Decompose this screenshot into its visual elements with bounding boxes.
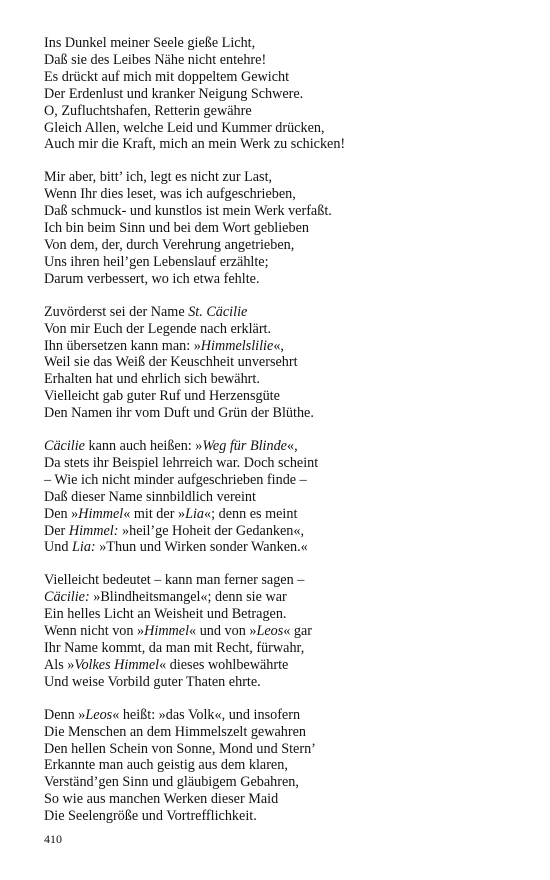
italic-text: St. Cäcilie [188, 303, 248, 320]
verse-line [44, 203, 524, 220]
text-run: Den Namen ihr vom Duft und Grün der Blüthe. [44, 405, 314, 422]
italic-text: Lia: [71, 539, 96, 556]
verse-line [44, 103, 524, 120]
verse-line [44, 808, 524, 825]
text-run: Darum verbessert, wo ich etwa fehlte. [44, 270, 260, 287]
text-run: Ihr Name kommt, da man mit Recht, fürwahr, [44, 640, 305, 656]
text-run: Ich bin beim Sinn und bei dem Wort geblieben [44, 220, 309, 237]
verse-line [44, 388, 524, 405]
verse-line [44, 321, 524, 338]
verse-line [44, 169, 524, 186]
italic-text: Weg für Blinde [202, 438, 287, 455]
text-run: « heißt: »das Volk«, und insofern [112, 706, 301, 723]
text-run: »Thun und Wirken sonder Wanken.« [95, 539, 308, 556]
verse-line [44, 489, 524, 506]
verse-line [44, 741, 524, 758]
text-run: kann auch heißen: » [84, 438, 203, 455]
verse-line [44, 338, 524, 355]
verse-line [44, 623, 524, 640]
text-run: Mir aber, bitt’ ich, legt es nicht zur Last, [44, 169, 273, 186]
text-run: Wenn nicht von » [44, 623, 145, 640]
text-run: Es drückt auf mich mit doppeltem Gewicht [44, 68, 290, 85]
verse-line [44, 186, 524, 203]
text-run: Vielleicht gab guter Ruf und Herzensgüte [44, 388, 280, 405]
stanza [44, 707, 524, 825]
verse-line [44, 724, 524, 741]
text-run: Die Menschen an dem Himmelszelt gewahren [44, 723, 306, 740]
text-run: Den hellen Schein von Sonne, Mond und Stern’ [44, 740, 316, 757]
poem-page [44, 35, 524, 841]
text-run: »Blindheitsmangel«; denn sie war [89, 589, 287, 606]
verse-line [44, 674, 524, 691]
italic-text: Cäcilie [44, 438, 85, 455]
verse-line [44, 707, 524, 724]
text-run: Als » [44, 656, 75, 673]
stanza [44, 572, 524, 690]
verse-line [44, 774, 524, 791]
text-run: Ein helles Licht an Weisheit und Betragen. [44, 606, 287, 623]
text-run: « gar [283, 623, 313, 640]
text-run: Ihn übersetzen kann man: » [44, 337, 201, 354]
stanza [44, 438, 524, 556]
verse-line [44, 506, 524, 523]
text-run: « dieses wohlbewährte [159, 656, 289, 673]
verse-line [44, 120, 524, 137]
verse-line [44, 254, 524, 271]
text-run: Wenn Ihr dies leset, was ich aufgeschrieben, [44, 186, 296, 203]
text-run: Und [44, 539, 72, 556]
italic-text: Himmel: [68, 522, 119, 539]
verse-line [44, 640, 524, 657]
verse-line [44, 371, 524, 388]
text-run: So wie aus manchen Werken dieser Maid [44, 791, 279, 808]
text-run: – Wie ich nicht minder aufgeschrieben finde – [44, 471, 307, 488]
italic-text: Himmel [144, 623, 190, 640]
text-run: Auch mir die Kraft, mich an mein Werk zu schicken! [44, 136, 346, 153]
text-run: Weil sie das Weiß der Keuschheit unversehrt [44, 354, 298, 371]
italic-text: Lia [185, 505, 205, 522]
verse-line [44, 86, 524, 103]
italic-text: Volkes Himmel [74, 656, 160, 673]
verse-line [44, 69, 524, 86]
text-run: Da stets ihr Beispiel lehrreich war. Doch scheint [44, 454, 319, 471]
text-run: Daß dieser Name sinnbildlich vereint [44, 488, 256, 505]
text-run: Erkannte man auch geistig aus dem klaren, [44, 757, 288, 774]
text-run: Der Erdenlust und kranker Neigung Schwere. [44, 85, 304, 102]
italic-text: Himmel [78, 505, 124, 522]
italic-text: Leos [256, 623, 284, 640]
text-run: Und weise Vorbild guter Thaten ehrte. [44, 673, 261, 690]
text-run: Ins Dunkel meiner Seele gieße Licht, [44, 35, 256, 51]
text-run: »heil’ge Hoheit der Gedanken«, [118, 522, 305, 539]
italic-text: Himmelslilie [200, 337, 274, 354]
verse-line [44, 438, 524, 455]
verse-line [44, 405, 524, 422]
text-run: Denn » [44, 706, 86, 723]
verse-line [44, 237, 524, 254]
verse-line [44, 271, 524, 288]
text-run: Den » [44, 505, 79, 522]
page-number: 410 [44, 832, 62, 846]
verse-line [44, 220, 524, 237]
text-run: Die Seelengröße und Vortrefflichkeit. [44, 808, 257, 825]
stanza [44, 169, 524, 287]
verse-line [44, 523, 524, 540]
verse-line [44, 757, 524, 774]
verse-line [44, 791, 524, 808]
text-run: O, Zufluchtshafen, Retterin gewähre [44, 102, 252, 119]
text-run: « und von » [189, 623, 257, 640]
verse-line [44, 657, 524, 674]
text-run: Vielleicht bedeutet – kann man ferner sagen – [44, 572, 305, 589]
verse-line [44, 354, 524, 371]
text-run: «; denn es meint [204, 505, 298, 522]
italic-text: Leos [85, 706, 113, 723]
verse-line [44, 572, 524, 589]
verse-line [44, 455, 524, 472]
text-run: Gleich Allen, welche Leid und Kummer drücken, [44, 119, 325, 136]
text-run: Von mir Euch der Legende nach erklärt. [44, 320, 272, 337]
text-run: Der [44, 522, 69, 539]
text-run: Von dem, der, durch Verehrung angetrieben, [44, 236, 295, 253]
verse-line [44, 539, 524, 556]
verse-line [44, 472, 524, 489]
stanza [44, 304, 524, 422]
italic-text: Cäcilie: [44, 589, 90, 606]
stanza [44, 35, 524, 153]
verse-line [44, 606, 524, 623]
verse-line [44, 52, 524, 69]
text-run: Daß sie des Leibes Nähe nicht entehre! [44, 51, 267, 68]
verse-line [44, 589, 524, 606]
verse-line [44, 136, 524, 153]
text-run: Uns ihren heil’gen Lebenslauf erzählte; [44, 253, 269, 270]
text-run: Zuvörderst sei der Name [44, 303, 189, 320]
verse-line [44, 35, 524, 52]
text-run: Erhalten hat und ehrlich sich bewährt. [44, 371, 260, 388]
text-run: « mit der » [123, 505, 186, 522]
text-run: «, [273, 337, 284, 354]
verse-line [44, 304, 524, 321]
text-run: Daß schmuck- und kunstlos ist mein Werk verfaßt. [44, 203, 332, 220]
text-run: Verständ’gen Sinn und gläubigem Gebahren, [44, 774, 299, 791]
text-run: «, [286, 438, 298, 455]
